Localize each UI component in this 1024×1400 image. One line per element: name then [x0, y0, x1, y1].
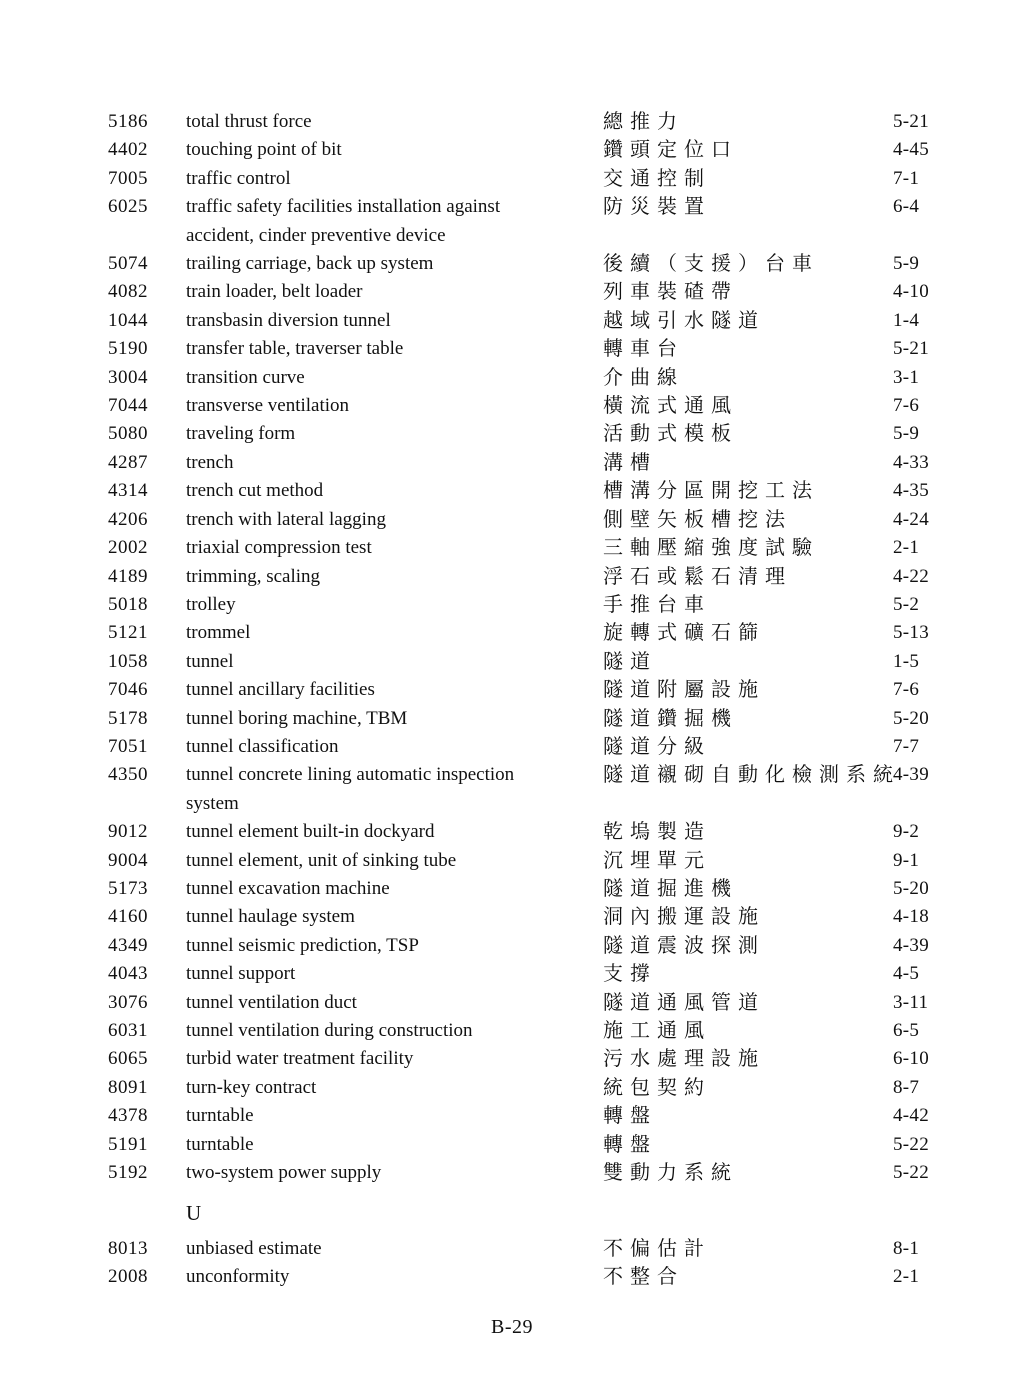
entry-term-zh: 不偏估計	[603, 1237, 711, 1260]
entry-term-line1: trimming, scaling	[186, 565, 321, 587]
entry-page-ref: 7-6	[893, 679, 920, 701]
entry-page-ref: 7-7	[893, 735, 920, 757]
entry-term-zh: 隧道掘進機	[603, 877, 738, 900]
entry-code: 5018	[108, 593, 148, 615]
entry-term-en	[186, 1131, 603, 1159]
glossary-row	[108, 761, 968, 818]
glossary-row	[108, 108, 968, 136]
entry-code: 7044	[108, 395, 148, 417]
entry-term-en	[186, 1045, 603, 1073]
entry-term-line1: tunnel seismic prediction, TSP	[186, 934, 419, 956]
entry-page-ref: 7-6	[893, 395, 920, 417]
entry-term-line1: tunnel excavation machine	[186, 877, 390, 899]
entry-page-ref: 4-42	[893, 1105, 930, 1127]
entry-page-ref: 3-11	[893, 991, 929, 1013]
entry-code: 8013	[108, 1237, 148, 1259]
glossary-row	[108, 506, 968, 534]
entry-term-line1: transition curve	[186, 366, 305, 388]
entry-page-ref: 5-22	[893, 1162, 930, 1184]
entry-page-ref: 5-21	[893, 338, 930, 360]
entry-term-zh: 隧道	[603, 650, 657, 673]
entry-code: 6025	[108, 196, 148, 218]
entry-term-en	[186, 818, 603, 846]
glossary-row	[108, 250, 968, 278]
entry-term-zh: 溝槽	[603, 451, 657, 474]
entry-page-ref: 5-9	[893, 423, 920, 445]
glossary-row	[108, 903, 968, 931]
entry-term-line1: train loader, belt loader	[186, 281, 363, 303]
entry-code: 4287	[108, 451, 148, 473]
glossary-row	[108, 364, 968, 392]
glossary-row	[108, 1074, 968, 1102]
entry-term-line1: turntable	[186, 1105, 254, 1127]
entry-term-zh: 浮石或鬆石清理	[603, 565, 792, 588]
entry-term-en	[186, 420, 603, 448]
entry-term-zh: 轉盤	[603, 1105, 657, 1128]
entry-term-line1: touching point of bit	[186, 139, 342, 161]
entry-code: 8091	[108, 1076, 148, 1098]
entry-code: 9004	[108, 849, 148, 871]
entry-term-line1: traveling form	[186, 423, 296, 445]
entry-page-ref: 1-5	[893, 650, 920, 672]
entry-code: 4043	[108, 963, 148, 985]
glossary-row	[108, 165, 968, 193]
entry-page-ref: 4-39	[893, 934, 930, 956]
entry-term-line1: tunnel support	[186, 963, 296, 985]
entry-code: 5191	[108, 1133, 148, 1155]
entry-page-ref: 3-1	[893, 366, 920, 388]
entry-term-zh: 總推力	[603, 111, 684, 133]
entry-term-line1: tunnel element, unit of sinking tube	[186, 849, 457, 871]
entry-term-line2: system	[186, 792, 239, 814]
entry-term-zh: 沉埋單元	[603, 849, 711, 872]
entry-term-line1: trench with lateral lagging	[186, 508, 386, 530]
entry-term-en	[186, 1235, 603, 1263]
entry-code: 4314	[108, 480, 148, 502]
entry-term-line1: trommel	[186, 622, 251, 644]
entry-page-ref: 4-10	[893, 281, 930, 303]
glossary-row	[108, 989, 968, 1017]
entry-term-en	[186, 364, 603, 392]
entry-term-zh: 轉盤	[603, 1133, 657, 1156]
entry-term-en	[186, 1102, 603, 1130]
entry-term-line1: trailing carriage, back up system	[186, 253, 434, 275]
entry-term-zh: 交通控制	[603, 167, 711, 190]
entry-page-ref: 4-5	[893, 963, 920, 985]
entry-term-zh: 轉車台	[603, 338, 684, 361]
entry-term-line1: triaxial compression test	[186, 537, 372, 559]
entry-code: 5121	[108, 622, 148, 644]
entry-code: 5074	[108, 253, 148, 275]
entry-term-en	[186, 619, 603, 647]
entry-page-ref: 5-20	[893, 877, 930, 899]
glossary-row	[108, 392, 968, 420]
entry-code: 6065	[108, 1048, 148, 1070]
entry-page-ref: 5-20	[893, 707, 930, 729]
entry-term-en	[186, 705, 603, 733]
entry-term-zh: 雙動力系統	[603, 1162, 738, 1185]
entry-term-zh: 手推台車	[603, 593, 711, 616]
entry-term-en	[186, 534, 603, 562]
entry-term-en	[186, 392, 603, 420]
entry-term-line1: turntable	[186, 1133, 254, 1155]
entry-term-en	[186, 960, 603, 988]
entry-code: 7051	[108, 735, 148, 757]
entry-term-en	[186, 733, 603, 761]
entry-term-zh: 列車裝碴帶	[603, 281, 738, 304]
entry-page-ref: 6-5	[893, 1020, 920, 1041]
entry-page-ref: 5-9	[893, 253, 920, 275]
entry-term-zh: 介曲線	[603, 366, 684, 389]
entry-term-line1: two-system power supply	[186, 1162, 382, 1184]
glossary-row	[108, 1131, 968, 1159]
entry-term-line1: trench cut method	[186, 480, 324, 502]
entry-term-line1: trolley	[186, 593, 236, 615]
glossary-row	[108, 875, 968, 903]
entry-term-zh: 隧道分級	[603, 735, 711, 758]
entry-code: 4349	[108, 934, 148, 956]
entry-term-zh: 隧道鑽掘機	[603, 707, 738, 730]
entry-page-ref: 2-1	[893, 1266, 920, 1288]
entry-term-line1: traffic safety facilities installation against	[186, 196, 501, 218]
glossary-row	[108, 676, 968, 704]
entry-term-en	[186, 591, 603, 619]
entry-term-zh: 旋轉式礦石篩	[603, 622, 765, 645]
entry-page-ref: 4-18	[893, 906, 930, 928]
entry-term-zh: 側壁矢板槽挖法	[603, 508, 792, 531]
entry-term-en	[186, 676, 603, 704]
glossary-row	[108, 932, 968, 960]
entry-term-en	[186, 1074, 603, 1102]
entry-term-zh: 槽溝分區開挖工法	[603, 480, 819, 503]
entry-term-zh: 不整合	[603, 1266, 684, 1289]
entry-code: 1044	[108, 309, 148, 331]
glossary-row	[108, 733, 968, 761]
glossary-row	[108, 705, 968, 733]
entry-term-en	[186, 875, 603, 903]
entry-term-line1: trench	[186, 451, 234, 473]
entry-code: 7046	[108, 679, 148, 701]
entry-page-ref: 1-4	[893, 309, 920, 331]
entry-term-zh: 防災裝置	[603, 196, 711, 219]
entry-term-zh: 污水處理設施	[603, 1048, 765, 1071]
entry-term-en	[186, 506, 603, 534]
entry-term-en	[186, 648, 603, 676]
entry-page-ref: 4-45	[893, 139, 930, 161]
entry-code: 5186	[108, 111, 148, 132]
entry-page-ref: 4-35	[893, 480, 930, 502]
entry-term-zh: 越域引水隧道	[603, 309, 765, 332]
glossary-row	[108, 307, 968, 335]
entry-code: 4082	[108, 281, 148, 303]
entry-page-ref: 4-22	[893, 565, 930, 587]
entry-term-zh: 鑽頭定位口	[603, 139, 738, 162]
entry-page-ref: 9-1	[893, 849, 920, 871]
entry-term-zh: 隧道襯砌自動化檢測系統	[603, 764, 900, 787]
entry-page-ref: 2-1	[893, 537, 920, 559]
entry-code: 5080	[108, 423, 148, 445]
entry-code: 4206	[108, 508, 148, 530]
entry-term-zh: 洞內搬運設施	[603, 906, 765, 929]
entry-term-line1: transfer table, traverser table	[186, 338, 404, 360]
page-number: B-29	[491, 1316, 533, 1338]
entry-term-en	[186, 108, 603, 136]
entry-code: 5192	[108, 1162, 148, 1184]
entry-term-en	[186, 989, 603, 1017]
entry-code: 3076	[108, 991, 148, 1013]
entry-page-ref: 6-10	[893, 1048, 930, 1070]
entry-code: 4402	[108, 139, 148, 161]
entry-code: 4378	[108, 1105, 148, 1127]
entry-term-en	[186, 761, 603, 818]
glossary-row	[108, 1045, 968, 1073]
entry-term-en	[186, 307, 603, 335]
entry-code: 5173	[108, 877, 148, 899]
entry-code: 2008	[108, 1266, 148, 1288]
glossary-row	[108, 136, 968, 164]
entry-term-zh: 橫流式通風	[603, 395, 738, 418]
entry-term-zh: 乾塢製造	[603, 821, 711, 844]
entry-term-en	[186, 847, 603, 875]
glossary-row	[108, 1159, 968, 1187]
glossary-row	[108, 420, 968, 448]
glossary-row	[108, 591, 968, 619]
entry-code: 9012	[108, 821, 148, 843]
entry-term-en	[186, 335, 603, 363]
entry-term-en	[186, 136, 603, 164]
entry-term-line1: total thrust force	[186, 111, 312, 132]
entry-term-line1: transverse ventilation	[186, 395, 350, 417]
entry-page-ref: 8-1	[893, 1237, 920, 1259]
entry-term-en	[186, 1159, 603, 1187]
entry-term-zh: 三軸壓縮強度試驗	[603, 537, 819, 560]
entry-term-en	[186, 193, 603, 250]
entry-code: 1058	[108, 650, 148, 672]
glossary-row	[108, 193, 968, 250]
entry-page-ref: 4-33	[893, 451, 930, 473]
glossary-row	[108, 563, 968, 591]
entry-term-zh: 活動式模板	[603, 423, 738, 446]
entry-code: 7005	[108, 167, 148, 189]
entry-term-en	[186, 1263, 603, 1291]
entry-page-ref: 4-39	[893, 764, 930, 786]
entry-term-en	[186, 932, 603, 960]
glossary-row	[108, 335, 968, 363]
entry-term-en	[186, 449, 603, 477]
entry-term-line2: accident, cinder preventive device	[186, 224, 446, 246]
entry-term-line1: tunnel ventilation duct	[186, 991, 357, 1013]
entry-code: 6031	[108, 1020, 148, 1041]
entry-term-zh: 後續（支援）台車	[603, 253, 819, 276]
entry-term-line1: unconformity	[186, 1266, 290, 1288]
entry-term-zh: 隧道震波探測	[603, 934, 765, 957]
entry-term-en	[186, 1017, 603, 1045]
entry-term-line1: tunnel haulage system	[186, 906, 355, 928]
entry-term-en	[186, 250, 603, 278]
entry-term-en	[186, 165, 603, 193]
entry-term-line1: traffic control	[186, 167, 291, 189]
entry-code: 4189	[108, 565, 148, 587]
glossary-row	[108, 1263, 968, 1291]
entry-code: 5190	[108, 338, 148, 360]
entry-page-ref: 8-7	[893, 1076, 920, 1098]
glossary-row	[108, 648, 968, 676]
entry-term-en	[186, 477, 603, 505]
entry-term-line1: tunnel	[186, 650, 234, 672]
glossary-row	[108, 1235, 968, 1263]
glossary-row	[108, 619, 968, 647]
glossary-row	[108, 534, 968, 562]
glossary-row	[108, 960, 968, 988]
entry-page-ref: 4-24	[893, 508, 930, 530]
entry-page-ref: 9-2	[893, 821, 920, 843]
glossary-body	[108, 108, 968, 1292]
entry-code: 3004	[108, 366, 148, 388]
entry-code: 4160	[108, 906, 148, 928]
entry-term-line1: tunnel ventilation during construction	[186, 1020, 473, 1041]
entry-page-ref: 5-21	[893, 111, 930, 132]
entry-code: 2002	[108, 537, 148, 559]
entry-page-ref: 7-1	[893, 167, 920, 189]
glossary-row	[108, 847, 968, 875]
entry-code: 4350	[108, 764, 148, 786]
entry-term-zh: 隧道附屬設施	[603, 679, 765, 702]
entry-term-line1: turn-key contract	[186, 1076, 317, 1098]
entry-term-line1: unbiased estimate	[186, 1237, 322, 1259]
entry-term-zh: 統包契約	[603, 1076, 711, 1099]
entry-term-line1: tunnel concrete lining automatic inspection	[186, 764, 515, 786]
entry-term-line1: tunnel element built-in dockyard	[186, 821, 435, 843]
glossary-row	[108, 1017, 968, 1045]
entry-term-en	[186, 563, 603, 591]
entry-term-line1: turbid water treatment facility	[186, 1048, 414, 1070]
entry-page-ref: 6-4	[893, 196, 920, 218]
glossary-row	[108, 477, 968, 505]
entry-term-line1: tunnel boring machine, TBM	[186, 707, 408, 729]
entry-term-zh: 支撐	[603, 963, 657, 986]
entry-term-line1: transbasin diversion tunnel	[186, 309, 391, 331]
glossary-row	[108, 818, 968, 846]
entry-term-line1: tunnel ancillary facilities	[186, 679, 375, 701]
section-letter: U	[186, 1201, 202, 1226]
entry-term-zh: 隧道通風管道	[603, 991, 765, 1014]
entry-term-en	[186, 278, 603, 306]
entry-term-en	[186, 903, 603, 931]
glossary-row	[108, 1102, 968, 1130]
glossary-row	[108, 449, 968, 477]
entry-term-line1: tunnel classification	[186, 735, 339, 757]
glossary-row	[108, 278, 968, 306]
entry-code: 5178	[108, 707, 148, 729]
entry-page-ref: 5-2	[893, 593, 920, 615]
entry-term-zh: 施工通風	[603, 1020, 711, 1042]
entry-page-ref: 5-13	[893, 622, 930, 644]
entry-page-ref: 5-22	[893, 1133, 930, 1155]
